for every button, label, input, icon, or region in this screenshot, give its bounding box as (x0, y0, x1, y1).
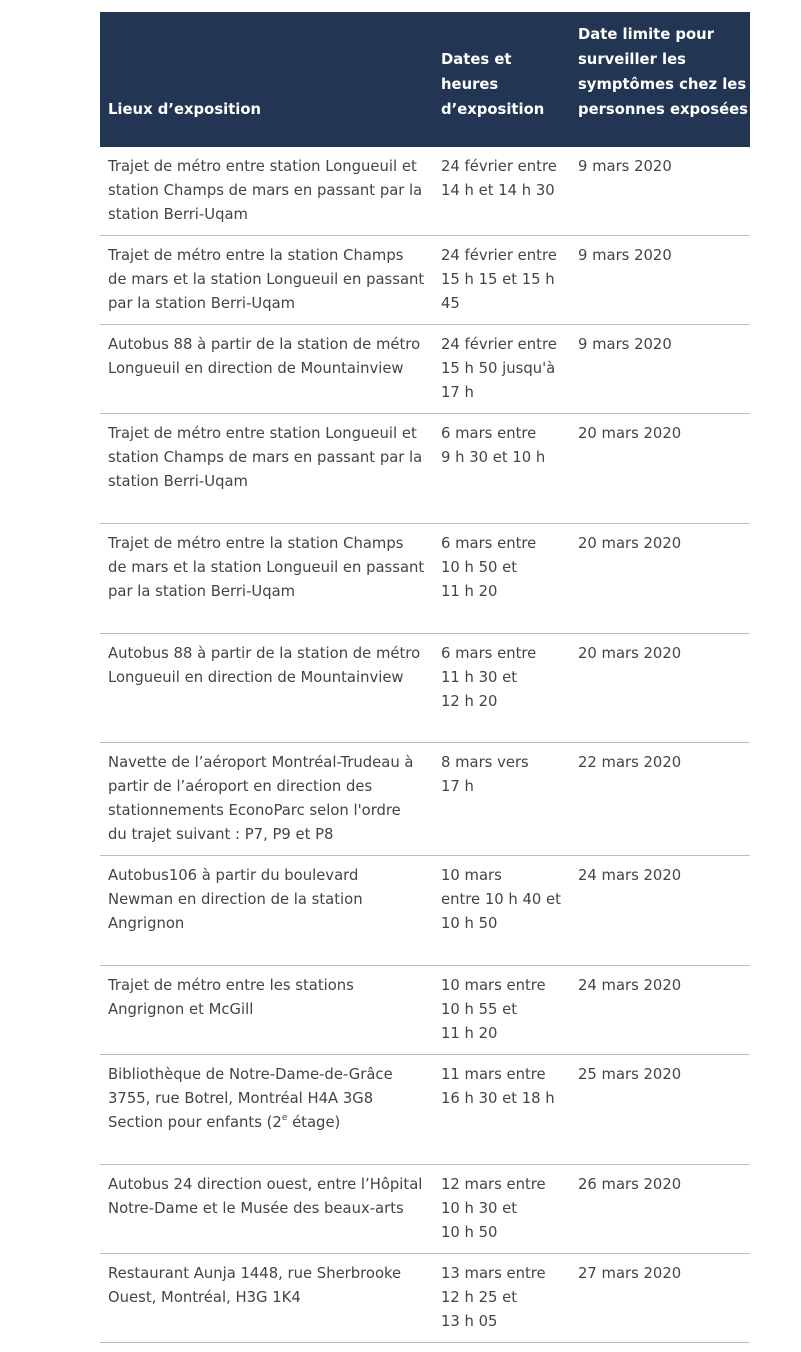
cell-lieu (108, 532, 430, 604)
cell-line: Trajet de métro entre la station Champs (108, 535, 404, 552)
cell-line: Trajet de métro entre station Longueuil et (108, 158, 417, 175)
cell-text: Section pour enfants (2 (108, 1114, 282, 1131)
cell-line: 10 h 55 et (441, 1001, 518, 1018)
cell-date-limite: 20 mars 2020 (578, 425, 682, 442)
cell-lieu (108, 642, 430, 690)
cell-line: 11 h 30 et (441, 669, 518, 686)
cell-line: 16 h 30 et 18 h (441, 1090, 555, 1107)
cell-line: 11 h 20 (441, 583, 498, 600)
cell-lieu (108, 244, 430, 316)
cell-date-limite: 9 mars 2020 (578, 336, 672, 353)
table-row (100, 856, 750, 966)
cell-line: Angrignon (108, 915, 185, 932)
cell-date-limite: 26 mars 2020 (578, 1176, 682, 1193)
cell-line: du trajet suivant : P7, P9 et P8 (108, 826, 334, 843)
cell-date-limite: 20 mars 2020 (578, 535, 682, 552)
header-line: Dates et (441, 51, 512, 68)
table-row (100, 634, 750, 743)
cell-lieu (108, 333, 430, 381)
table-row (100, 966, 750, 1055)
cell-line: Longueuil en direction de Mountainview (108, 360, 404, 377)
cell-date-limite: 9 mars 2020 (578, 158, 672, 175)
cell-line: Restaurant Aunja 1448, rue Sherbrooke (108, 1265, 402, 1282)
header-line: surveiller les (578, 51, 686, 68)
cell-line: 24 février entre (441, 247, 557, 264)
cell-lieu (108, 751, 430, 847)
cell-date-limite: 24 mars 2020 (578, 867, 682, 884)
header-line: d’exposition (441, 101, 545, 118)
cell-line: 11 mars entre (441, 1066, 546, 1083)
cell-line: 8 mars vers (441, 754, 529, 771)
cell-line: 13 mars entre (441, 1265, 546, 1282)
table-row (100, 147, 750, 236)
cell-line: par la station Berri-Uqam (108, 295, 296, 312)
cell-line: Ouest, Montréal, H3G 1K4 (108, 1289, 301, 1306)
cell-line: station Berri-Uqam (108, 206, 248, 223)
cell-dates (441, 155, 566, 203)
cell-lieu (108, 155, 430, 227)
cell-line: 10 h 50 et (441, 559, 518, 576)
header-dates (441, 47, 566, 122)
cell-dates (441, 1063, 566, 1111)
cell-dates (441, 333, 566, 405)
cell-line: 6 mars entre (441, 645, 537, 662)
table-row (100, 524, 750, 634)
cell-lieu (108, 1063, 430, 1135)
cell-lieu (108, 974, 430, 1022)
cell-dates (441, 1173, 566, 1245)
cell-line: 10 mars entre (441, 977, 546, 994)
table-row (100, 325, 750, 414)
cell-line: 15 h 15 et 15 h (441, 271, 555, 288)
cell-line: par la station Berri-Uqam (108, 583, 296, 600)
cell-lieu (108, 1173, 430, 1221)
cell-line: station Champs de mars en passant par la (108, 182, 423, 199)
header-line: heures (441, 76, 499, 93)
cell-lieu (108, 1262, 430, 1310)
cell-date-limite: 20 mars 2020 (578, 645, 682, 662)
cell-line: entre 10 h 40 et (441, 891, 561, 908)
table-row (100, 1055, 750, 1165)
cell-line: 3755, rue Botrel, Montréal H4A 3G8 (108, 1090, 374, 1107)
cell-line: 24 février entre (441, 336, 557, 353)
cell-line: 45 (441, 295, 460, 312)
cell-dates (441, 532, 566, 604)
cell-date-limite: 27 mars 2020 (578, 1265, 682, 1282)
cell-dates (441, 422, 566, 470)
table-body (100, 147, 750, 1343)
cell-text: étage) (287, 1114, 341, 1131)
cell-line: 9 h 30 et 10 h (441, 449, 546, 466)
cell-line: 24 février entre (441, 158, 557, 175)
table-header (100, 12, 750, 147)
cell-dates (441, 244, 566, 316)
cell-line: stationnements EconoParc selon l'ordre (108, 802, 401, 819)
table-row (100, 414, 750, 524)
cell-line: 10 mars (441, 867, 502, 884)
cell-dates (441, 864, 566, 936)
table-row (100, 743, 750, 856)
cell-line: 6 mars entre (441, 425, 537, 442)
cell-line: Autobus 24 direction ouest, entre l’Hôpital (108, 1176, 423, 1193)
cell-line: Bibliothèque de Notre-Dame-de-Grâce (108, 1066, 393, 1083)
header-line: symptômes chez les (578, 76, 747, 93)
exposure-table (100, 12, 750, 1343)
table-row (100, 236, 750, 325)
table-row (100, 1165, 750, 1254)
cell-line: Trajet de métro entre station Longueuil et (108, 425, 417, 442)
cell-line: 17 h (441, 384, 474, 401)
cell-line: Angrignon et McGill (108, 1001, 254, 1018)
cell-line: Autobus106 à partir du boulevard (108, 867, 359, 884)
cell-line: partir de l’aéroport en direction des (108, 778, 373, 795)
cell-date-limite: 9 mars 2020 (578, 247, 672, 264)
cell-lieu (108, 422, 430, 494)
cell-line: Longueuil en direction de Mountainview (108, 669, 404, 686)
cell-dates (441, 642, 566, 714)
cell-line: station Champs de mars en passant par la (108, 449, 423, 466)
cell-lieu (108, 864, 430, 936)
cell-date-limite: 25 mars 2020 (578, 1066, 682, 1083)
cell-line: 12 mars entre (441, 1176, 546, 1193)
cell-line: 10 h 50 (441, 1224, 498, 1241)
cell-line: Autobus 88 à partir de la station de métro (108, 645, 421, 662)
header-line: personnes exposées (578, 101, 748, 118)
header-date-limite (578, 22, 748, 122)
cell-dates (441, 751, 566, 799)
cell-line: 12 h 25 et (441, 1289, 518, 1306)
cell-line: Notre-Dame et le Musée des beaux-arts (108, 1200, 404, 1217)
cell-line: 13 h 05 (441, 1313, 498, 1330)
cell-line: de mars et la station Longueuil en passant (108, 559, 425, 576)
cell-dates (441, 1262, 566, 1334)
cell-line: Autobus 88 à partir de la station de métro (108, 336, 421, 353)
cell-dates (441, 974, 566, 1046)
cell-line: 11 h 20 (441, 1025, 498, 1042)
cell-line (108, 1111, 430, 1135)
table-row (100, 1254, 750, 1343)
cell-line: 14 h et 14 h 30 (441, 182, 555, 199)
cell-line: 15 h 50 jusqu'à (441, 360, 556, 377)
cell-date-limite: 22 mars 2020 (578, 754, 682, 771)
cell-line: 6 mars entre (441, 535, 537, 552)
header-lieux: Lieux d’exposition (108, 101, 262, 118)
cell-line: Trajet de métro entre la station Champs (108, 247, 404, 264)
cell-line: Navette de l’aéroport Montréal-Trudeau à (108, 754, 414, 771)
superscript: e (281, 1113, 288, 1124)
cell-line: de mars et la station Longueuil en passant (108, 271, 425, 288)
cell-line: station Berri-Uqam (108, 473, 248, 490)
cell-line: Newman en direction de la station (108, 891, 363, 908)
cell-line: 10 h 50 (441, 915, 498, 932)
cell-line: 10 h 30 et (441, 1200, 518, 1217)
cell-line: 12 h 20 (441, 693, 498, 710)
header-line: Date limite pour (578, 26, 715, 43)
cell-date-limite: 24 mars 2020 (578, 977, 682, 994)
cell-line: 17 h (441, 778, 474, 795)
cell-line: Trajet de métro entre les stations (108, 977, 354, 994)
